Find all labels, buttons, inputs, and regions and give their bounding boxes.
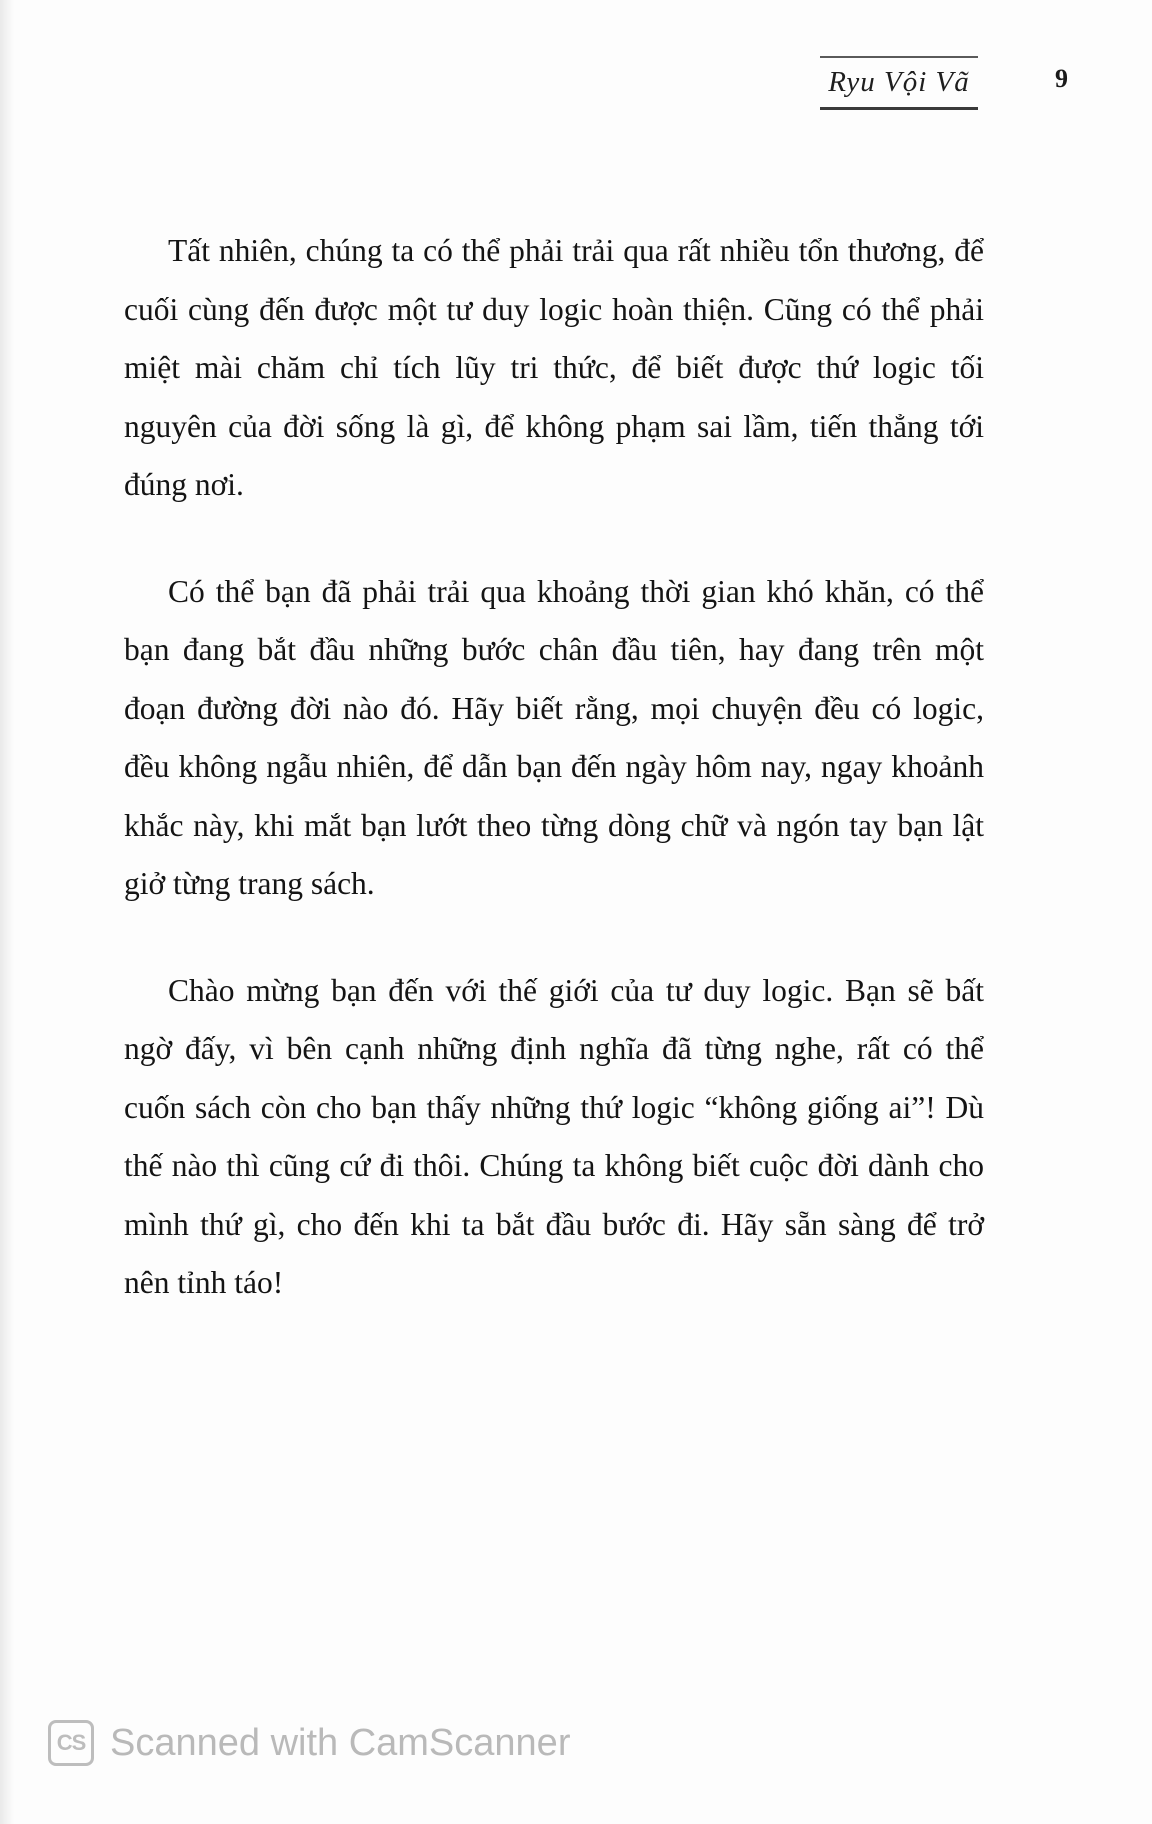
running-head-top-rule xyxy=(820,56,978,58)
page-spine-shadow xyxy=(0,0,14,1824)
camscanner-logo-icon: CS xyxy=(48,1720,94,1766)
page-number: 9 xyxy=(1055,64,1068,93)
paragraph-3: Chào mừng bạn đến với thế giới của tư duy logic. Bạn sẽ bất ngờ đấy, vì bên cạnh những định nghĩa đã từng nghe, rất có thể cuốn sách còn cho bạn thấy những thứ logic “không giống ai”! Dù thế nào thì cũng cứ đi thôi. Chúng ta không biết cuộc đời dành cho mình thứ gì, cho đến khi ta bắt đầu bước đi. Hãy sẵn sàng để trở nên tỉnh táo! xyxy=(124,972,984,1300)
paragraph-2: Có thể bạn đã phải trải qua khoảng thời gian khó khăn, có thể bạn đang bắt đầu những bước chân đầu tiên, hay đang trên một đoạn đường đời nào đó. Hãy biết rằng, mọi chuyện đều có logic, đều không ngẫu nhiên, để dẫn bạn đến ngày hôm nay, ngay khoảnh khắc này, khi mắt bạn lướt theo từng dòng chữ và ngón tay bạn lật giở từng trang sách. xyxy=(124,573,984,901)
running-head-bottom-rule xyxy=(820,107,978,110)
running-head xyxy=(820,56,978,110)
running-head-title: Ryu Vội Vã xyxy=(828,66,970,98)
paragraph-1: Tất nhiên, chúng ta có thể phải trải qua rất nhiều tổn thương, để cuối cùng đến được một tư duy logic hoàn thiện. Cũng có thể phải miệt mài chăm chỉ tích lũy tri thức, để biết được thứ logic tối nguyên của đời sống là gì, để không phạm sai lầm, tiến thẳng tới đúng nơi. xyxy=(124,233,984,502)
camscanner-watermark xyxy=(48,1718,570,1768)
body-text xyxy=(124,222,984,1313)
watermark-text: Scanned with CamScanner xyxy=(110,1721,571,1764)
